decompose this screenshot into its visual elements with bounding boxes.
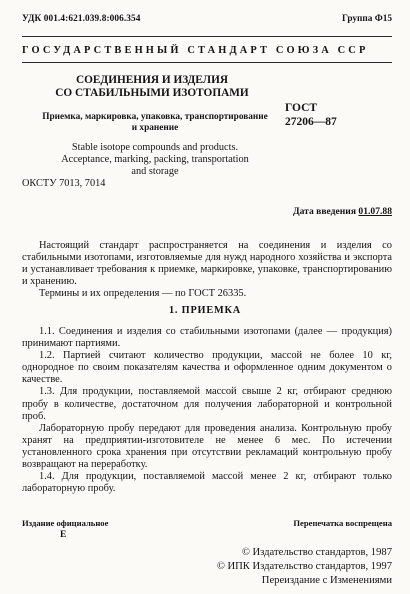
- clause-1-2: 1.2. Партией считают количество продукции, массой не более 10 кг, однородное по своим показателям качества и оформленное одним документом о качестве.: [22, 350, 392, 386]
- udk-code: УДК 001.4:621.039.8:006.354: [22, 14, 141, 24]
- reprint-prohibited-label: Перепечатка воспрещена: [293, 518, 392, 528]
- gost-label: ГОСТ: [285, 102, 318, 114]
- gost-number: 27206—87: [285, 116, 337, 128]
- scope-paragraph: Настоящий стандарт распространяется на соединения и изделия со стабильными изотопами, изготовляемые для нужд народного хозяйства и экспорта и устанавливает требования к приемке, маркировке, упаковке, транспортированию и хранению.: [22, 240, 392, 288]
- subtitle-english: [40, 142, 270, 178]
- edition-mark: Е: [60, 530, 67, 540]
- subtitle-en-line-3: and storage: [131, 166, 179, 177]
- copyright-1997: © ИПК Издательство стандартов, 1997: [216, 561, 392, 572]
- copyright-1987: © Издательство стандартов, 1987: [241, 547, 392, 558]
- reissue-note: Переиздание с Изменениями: [261, 575, 392, 586]
- section-1-body: [22, 326, 392, 495]
- title-line-1: СОЕДИНЕНИЯ И ИЗДЕЛИЯ: [75, 74, 229, 86]
- okstu-codes: ОКСТУ 7013, 7014: [22, 178, 106, 189]
- top-divider: [22, 36, 392, 37]
- subtitle-ru-line-1: Приемка, маркировка, упаковка, транспортирование: [42, 112, 268, 122]
- intro-block: [22, 240, 392, 300]
- gost-designation: [285, 101, 337, 129]
- clause-1-3-continued: Лабораторную пробу передают для проведения анализа. Контрольную пробу хранят на предприятии-изготовителе не менее 6 мес. По истечении установленного срока хранения при отсутствии рекламаций контрольную пробу возвращают на переработку.: [22, 422, 392, 471]
- clause-1-3: 1.3. Для продукции, поставляемой массой свыше 2 кг, отбирают среднюю пробу в количестве, достаточном для получения лабораторной и контрольной проб.: [22, 386, 392, 422]
- subtitle-ru-line-2: и хранение: [131, 123, 179, 133]
- group-code: Группа Ф15: [342, 14, 392, 24]
- document-title: [52, 74, 252, 100]
- subtitle-en-line-1: Stable isotope compounds and products.: [71, 142, 239, 153]
- clause-1-1: 1.1. Соединения и изделия со стабильными изотопами (далее — продукция) принимают партиями.: [22, 326, 392, 350]
- introduction-date: [293, 206, 392, 217]
- introduction-date-label: Дата введения: [292, 206, 357, 217]
- subtitle-en-line-2: Acceptance, marking, packing, transportation: [61, 154, 249, 165]
- clause-1-4: 1.4. Для продукции, поставляемой массой менее 2 кг, отбирают только лабораторную пробу.: [22, 471, 392, 495]
- title-line-2: СО СТАБИЛЬНЫМИ ИЗОТОПАМИ: [55, 87, 249, 99]
- terms-paragraph: Термины и их определения — по ГОСТ 26335.: [39, 288, 247, 300]
- section-heading-acceptance: 1. ПРИЕМКА: [168, 305, 242, 316]
- state-standard-heading: ГОСУДАРСТВЕННЫЙ СТАНДАРТ СОЮЗА ССР: [22, 45, 369, 56]
- heading-divider: [22, 62, 392, 63]
- subtitle-russian: [40, 112, 270, 134]
- introduction-date-value: 01.07.88: [358, 206, 392, 217]
- official-edition-label: Издание официальное: [22, 518, 109, 528]
